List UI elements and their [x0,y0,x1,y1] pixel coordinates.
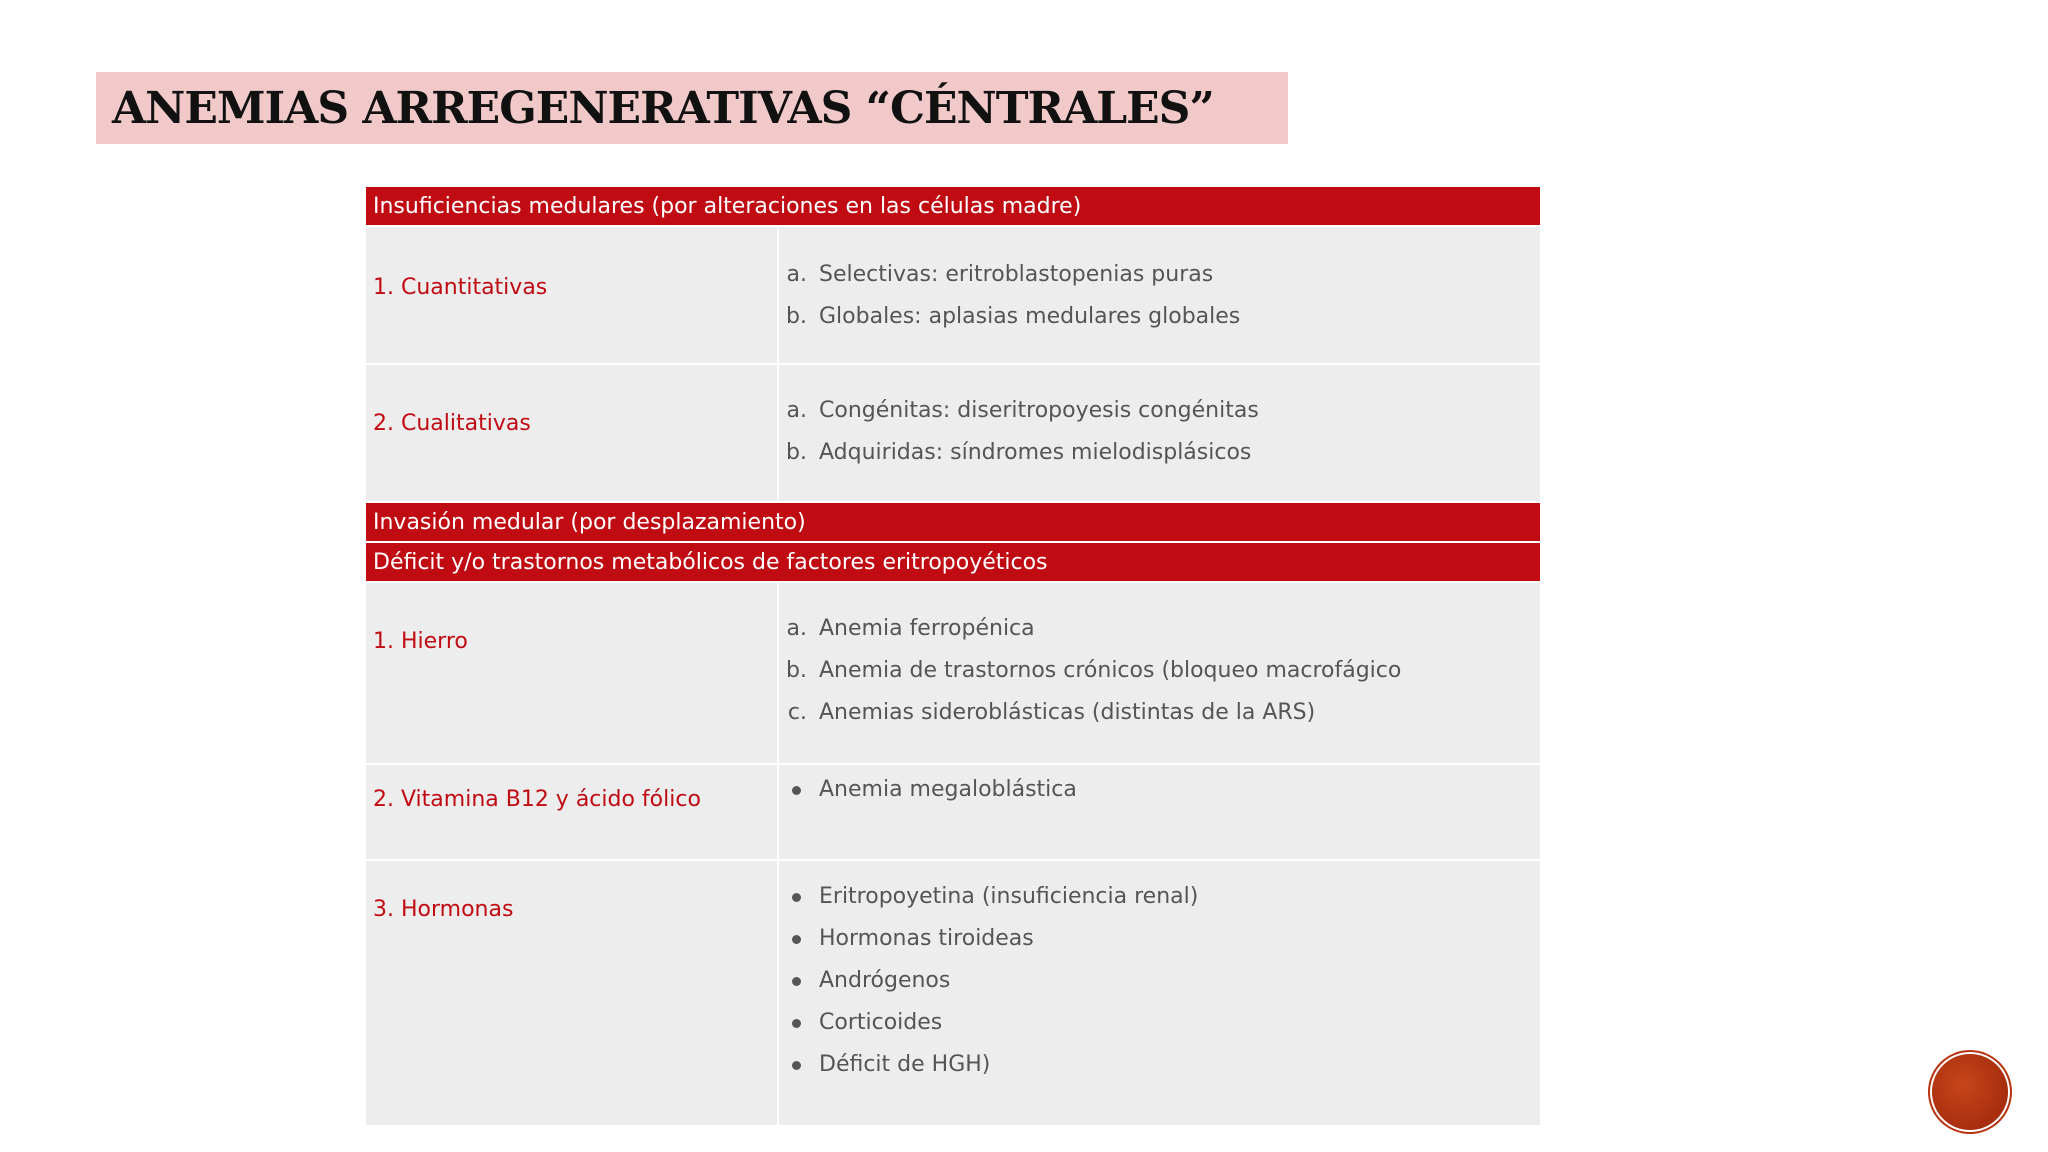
bullet-icon [779,918,819,960]
list-item [779,769,1540,811]
slide-title: ANEMIAS ARREGENERATIVAS “CÉNTRALES” [112,82,1214,134]
row-items [779,583,1540,763]
orange-circle-logo-icon [1932,1054,2008,1130]
list-item-text: Andrógenos [819,968,951,993]
row-items [779,365,1540,501]
classification-table [366,187,1540,1125]
row-label: 2. Vitamina B12 y ácido fólico [366,765,779,859]
bullet-icon [779,1044,819,1086]
table-row [366,227,1540,365]
row-label: 2. Cualitativas [366,365,779,501]
list-item-text: Hormonas tiroideas [819,926,1034,951]
list-item-text: Anemia ferropénica [819,616,1035,641]
list-item [779,390,1540,432]
list-marker: b. [786,658,807,683]
list-item-text: Eritropoyetina (insuficiencia renal) [819,884,1199,909]
row-items [779,227,1540,363]
bullet-icon [779,769,819,811]
bullet-icon [779,876,819,918]
list-item-text: Corticoides [819,1010,943,1035]
list-marker: b. [786,304,807,329]
list-item-text: Congénitas: diseritropoyesis congénitas [819,398,1259,423]
row-label: 1. Hierro [366,583,779,763]
list-marker: b. [786,440,807,465]
bullet-icon [779,960,819,1002]
row-items [779,861,1540,1125]
bullet-icon [779,1002,819,1044]
list-item [779,960,1540,1002]
list-item [779,918,1540,960]
list-item-text: Anemias sideroblásticas (distintas de la ARS) [819,700,1316,725]
table-row [366,765,1540,861]
table-row [366,583,1540,765]
section-header-invasion: Invasión medular (por desplazamiento) [366,503,1540,543]
section-header-insuficiencias: Insuficiencias medulares (por alteraciones en las células madre) [366,187,1540,227]
list-item [779,650,1540,692]
list-item-text: Anemia de trastornos crónicos (bloqueo macrofágico [819,658,1402,683]
list-item [779,1044,1540,1086]
list-marker: c. [787,700,807,725]
list-item [779,296,1540,338]
list-item-text: Adquiridas: síndromes mielodisplásicos [819,440,1252,465]
slide-title-box [96,72,1288,144]
row-label: 1. Cuantitativas [366,227,779,363]
row-label: 3. Hormonas [366,861,779,1125]
table-row [366,861,1540,1125]
list-item [779,608,1540,650]
row-items [779,765,1540,859]
list-item-text: Anemia megaloblástica [819,777,1077,802]
list-item [779,692,1540,734]
list-item-text: Globales: aplasias medulares globales [819,304,1241,329]
list-marker: a. [786,398,807,423]
list-item [779,1002,1540,1044]
list-item [779,432,1540,474]
list-marker: a. [786,262,807,287]
list-marker: a. [786,616,807,641]
list-item-text: Déficit de HGH) [819,1052,991,1077]
section-header-deficit: Déficit y/o trastornos metabólicos de factores eritropoyéticos [366,543,1540,583]
table-row [366,365,1540,503]
list-item [779,876,1540,918]
list-item [779,254,1540,296]
list-item-text: Selectivas: eritroblastopenias puras [819,262,1214,287]
